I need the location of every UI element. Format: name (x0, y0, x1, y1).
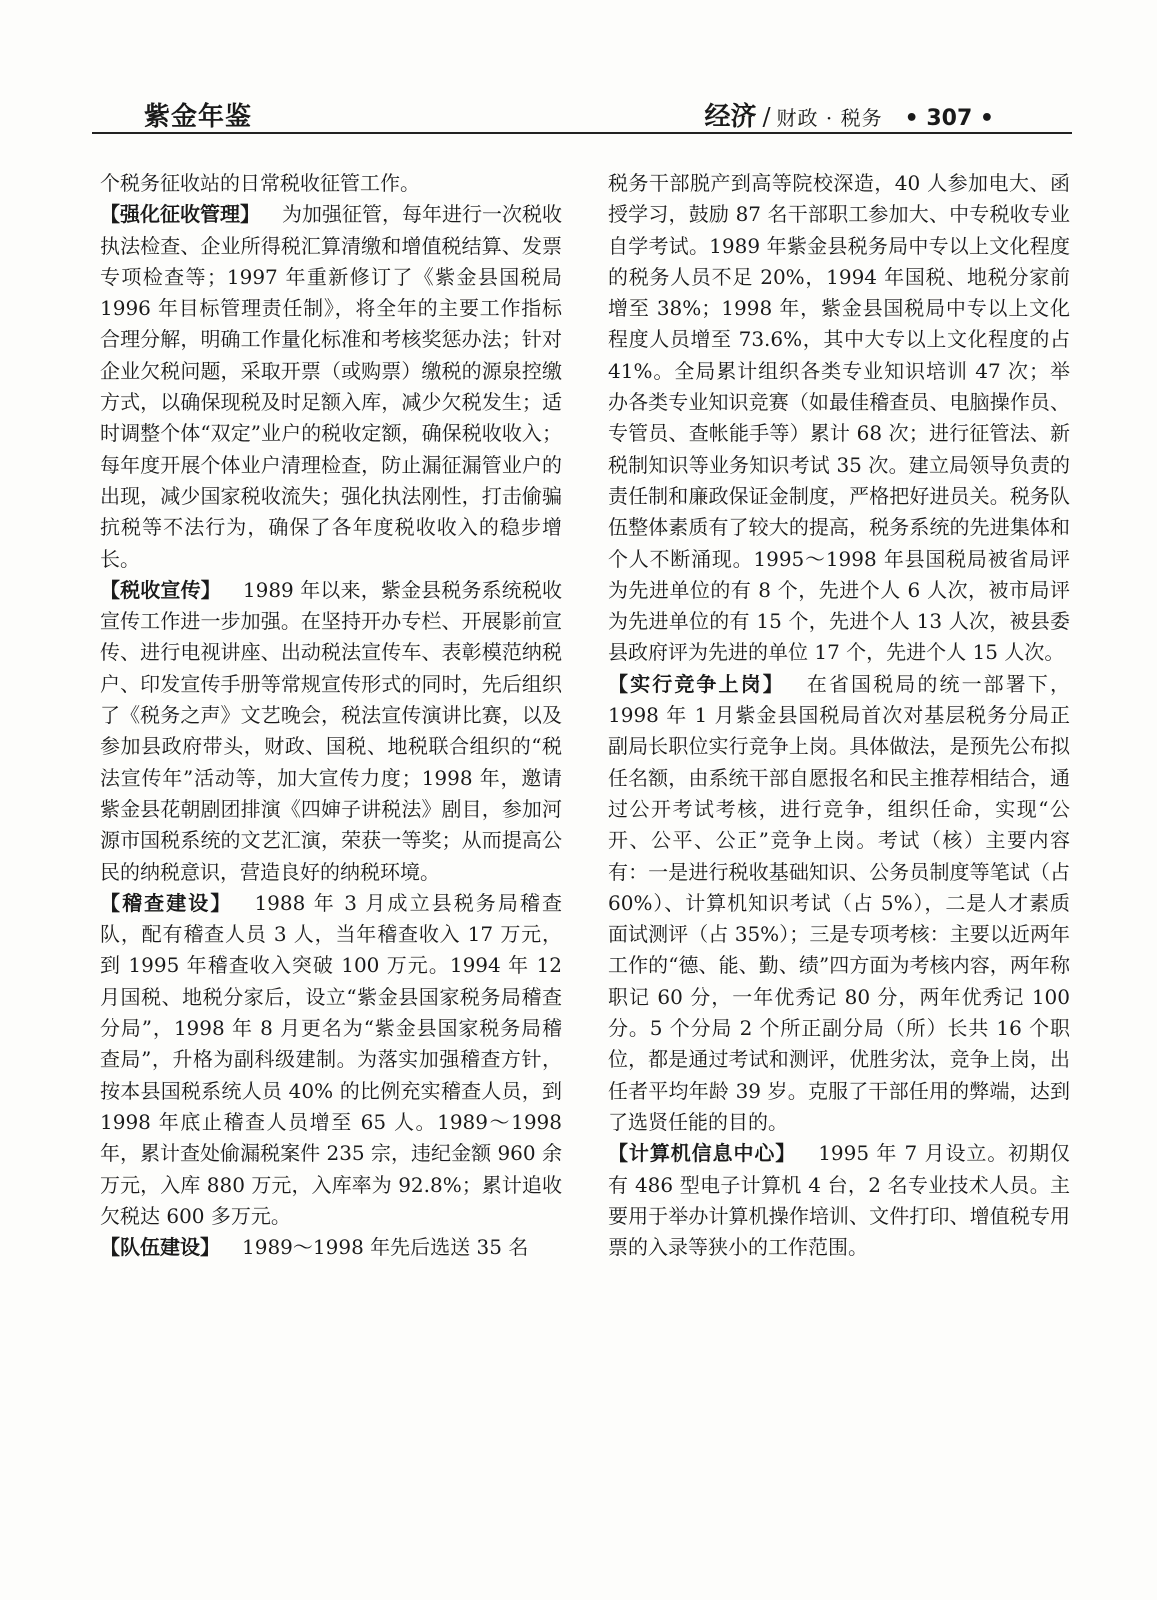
section-title: 经济 (704, 102, 757, 132)
paragraph (100, 199, 562, 575)
paragraph-text: 1995 年 7 月设立。初期仅有 486 型电子计算机 4 台，2 名专业技术人员。主要用于举办计算机操作培训、文件打印、增值税专用票的入录等狭小的工作范围。 (608, 1141, 1071, 1260)
paragraph-text: 为加强征管，每年进行一次税收执法检查、企业所得税汇算清缴和增值税结算、发票专项检查等；1997 年重新修订了《紫金县国税局 1996 年目标管理责任制》，将全年的主要工作指标合理分解，明确工作量化标准和考核奖惩办法；针对企业欠税问题，采取开票（或购票）缴税的源泉控缴方式，以确保现税及时足额入库，减少欠税发生；适时调整个体“双定”业户的税收定额，确保税收收入；每年度开展个体业户清理检查，防止漏征漏管业户的出现，减少国家税收流失；强化执法刚性，打击偷骗抗税等不法行为，确保了各年度税收收入的稳步增长。 (100, 202, 562, 571)
section-heading: 【实行竞争上岗】 (608, 671, 785, 696)
paragraph (100, 888, 562, 1232)
paragraph (100, 1232, 562, 1263)
book-title: 紫金年鉴 (144, 102, 253, 132)
running-head (704, 96, 994, 133)
subsection-title: 财政 · 税务 (776, 106, 883, 130)
page-header (92, 96, 1054, 132)
paragraph (100, 168, 562, 199)
page-number: • 307 • (904, 106, 994, 131)
paragraph-text: 税务干部脱产到高等院校深造，40 人参加电大、函授学习，鼓励 87 名干部职工参加大、中专税收专业自学考试。1989 年紫金县税务局中专以上文化程度的税务人员不足 20%，1994 年国税、地税分家前增至 38%；1998 年，紫金县国税局中专以上文化程度人员增至 73.6%，其中大专以上文化程度的占 41%。全局累计组织各类专业知识培训 47 次；举办各类专业知识竞赛（如最佳稽查员、电脑操作员、专管员、查帐能手等）累计 68 次；进行征管法、新税制知识等业务知识考试 35 次。建立局领导负责的责任制和廉政保证金制度，严格把好进员关。税务队伍整体素质有了较大的提高，税务系统的先进集体和个人不断涌现。1995～1998 年县国税局被省局评为先进单位的有 8 个，先进个人 6 人次，被市局评为先进单位的有 15 个，先进个人 13 人次，被县委县政府评为先进的单位 17 个，先进个人 15 人次。 (608, 171, 1070, 665)
paragraph-text: 个税务征收站的日常税收征管工作。 (100, 171, 420, 195)
section-heading: 【稽查建设】 (100, 890, 233, 915)
paragraph-text: 1988 年 3 月成立县税务局稽查队，配有稽查人员 3 人，当年稽查收入 17 万元，到 1995 年稽查收入突破 100 万元。1994 年 12 月国税、地税分家后，设立“紫金县国家税务局稽查分局”，1998 年 8 月更名为“紫金县国家税务局稽查局”，升格为副科级建制。为落实加强稽查方针，按本县国税系统人员 40% 的比例充实稽查人员，到 1998 年底止稽查人员增至 65 人。1989～1998 年，累计查处偷漏税案件 235 宗，违纪金额 960 余万元，入库 880 万元，入库率为 92.8%；累计追收欠税达 600 多万元。 (100, 890, 562, 1228)
paragraph-text: 在省国税局的统一部署下，1998 年 1 月紫金县国税局首次对基层税务分局正副局长职位实行竞争上岗。具体做法，是预先公布拟任名额，由系统干部自愿报名和民主推荐相结合，通过公开考试考核，进行竞争，组织任命，实现“公开、公平、公正”竞争上岗。考试（核）主要内容有：一是进行税收基础知识、公务员制度等笔试（占 60%）、计算机知识考试（占 5%），二是人才素质面试测评（占 35%）；三是专项考核：主要以近两年工作的“德、能、勤、绩”四方面为考核内容，两年称职记 60 分，一年优秀记 80 分，两年优秀记 100 分。5 个分局 2 个所正副分局（所）长共 16 个职位，都是通过考试和测评，优胜劣汰，竞争上岗，出任者平均年龄 39 岁。克服了干部任用的弊端，达到了选贤任能的目的。 (608, 671, 1071, 1134)
paragraph (608, 669, 1070, 1138)
left-column (100, 168, 562, 1263)
section-heading: 【强化征收管理】 (100, 202, 260, 227)
paragraph (608, 168, 1070, 669)
header-rule (92, 132, 1072, 134)
right-column (608, 168, 1070, 1263)
paragraph (100, 575, 562, 888)
section-separator: / (762, 103, 771, 131)
section-heading: 【税收宣传】 (100, 577, 221, 602)
paragraph-text: 1989 年以来，紫金县税务系统税收宣传工作进一步加强。在坚持开办专栏、开展影前宣传、进行电视讲座、出动税法宣传车、表彰模范纳税户、印发宣传手册等常规宣传形式的同时，先后组织了《税务之声》文艺晚会，税法宣传演讲比赛，以及参加县政府带头，财政、国税、地税联合组织的“税法宣传年”活动等，加大宣传力度；1998 年，邀请紫金县花朝剧团排演《四婶子讲税法》剧目，参加河源市国税系统的文艺汇演，荣获一等奖；从而提高公民的纳税意识，营造良好的纳税环境。 (100, 577, 563, 884)
paragraph-text: 1989～1998 年先后选送 35 名 (242, 1235, 529, 1260)
paragraph (608, 1138, 1070, 1263)
section-heading: 【计算机信息中心】 (608, 1141, 797, 1166)
section-heading: 【队伍建设】 (100, 1235, 220, 1260)
